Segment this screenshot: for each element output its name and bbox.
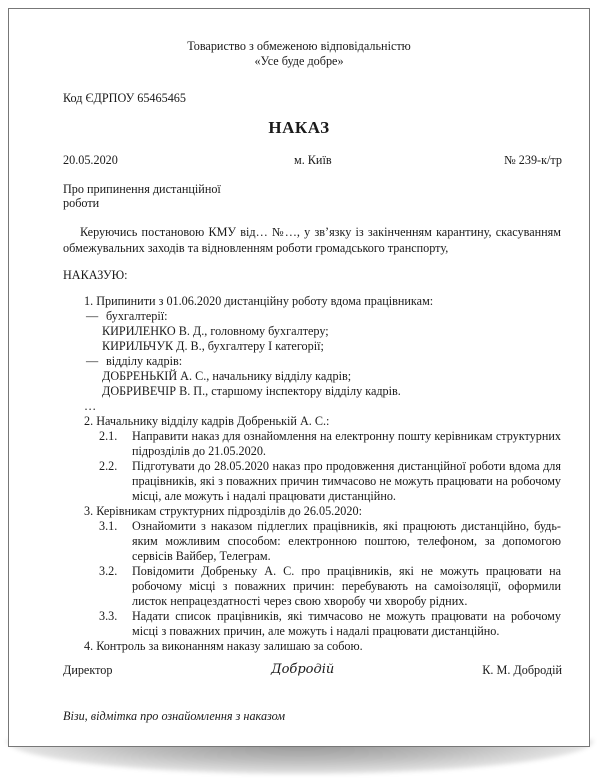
sub-item-3-2: 3.2. Повідомити Добреньку А. С. про працівників, які не можуть працювати на робочому місці з поважних причин: перебувають на самоізоляції, оформили листок непрацездатності через свою хворобу чи хворобу рідних. [99,564,561,608]
person-entry: ДОБРЕНЬКІЙ А. С., начальнику відділу кадрів; [102,369,352,383]
subject-line1: Про припинення дистанційної [63,182,221,196]
order-item-4: 4. Контроль за виконанням наказу залишаю за собою. [84,639,363,653]
group-accounting: — бухгалтерії: [86,309,168,323]
sub-item-3-1: 3.1. Ознайомити з наказом підлеглих працівників, які працюють дистанційно, будь-яким можливим способом: електронною поштою, телефоном, за допомогою сервісів Вайбер, Телеграм. [99,519,561,563]
sub-item-2-1: 2.1. Направити наказ для ознайомлення на електронну пошту керівникам структурних підрозділів до 21.05.2020. [99,429,561,458]
document-page [8,8,590,747]
sub-item-2-2: 2.2. Підготувати до 28.05.2020 наказ про продовження дистанційної роботи вдома для працівників, які з поважних причин тимчасово не можуть працювати на робочому місці, але можуть і надалі працювати дистанційно. [99,459,561,503]
order-city: м. Київ [294,153,332,167]
preamble: Керуючись постановою КМУ від… №…, у зв’язку із закінченням карантину, скасуванням обмежувальних заходів та відновленням роботи громадського транспорту, [63,225,561,255]
order-word: НАКАЗУЮ: [63,268,128,282]
signer-position: Директор [63,663,113,677]
org-name-line1: Товариство з обмеженою відповідальністю [187,39,411,53]
edrpou-code: Код ЄДРПОУ 65465465 [63,91,186,105]
ellipsis: … [84,399,97,413]
signer-name: К. М. Добродій [482,663,562,677]
order-item-3: 3. Керівникам структурних підрозділів до 26.05.2020: [84,504,362,518]
group-hr: — відділу кадрів: [86,354,183,368]
sub-item-3-3: 3.3. Надати список працівників, які тимчасово не можуть працювати на робочому місці з поважних причин, але можуть і надалі працювати дистанційно. [99,609,561,638]
subject-line2: роботи [63,196,100,210]
order-item-2: 2. Начальнику відділу кадрів Добренькій А. С.: [84,414,330,428]
person-entry: КИРИЛЬЧУК Д. В., бухгалтеру І категорії; [102,339,324,353]
signature: Добродій [271,662,335,677]
org-name-line2: «Усе буде добре» [254,54,344,68]
order-date: 20.05.2020 [63,153,118,167]
order-items [84,294,561,654]
person-entry: КИРИЛЕНКО В. Д., головному бухгалтеру; [102,324,329,338]
document-title: НАКАЗ [268,118,330,137]
order-number: № 239-к/тр [504,153,562,167]
person-entry: ДОБРИВЕЧІР В. П., старшому інспектору відділу кадрів. [102,384,401,398]
visas-note: Візи, відмітка про ознайомлення з наказом [63,709,286,723]
order-item-1: 1. Припинити з 01.06.2020 дистанційну роботу вдома працівникам: [84,294,434,308]
